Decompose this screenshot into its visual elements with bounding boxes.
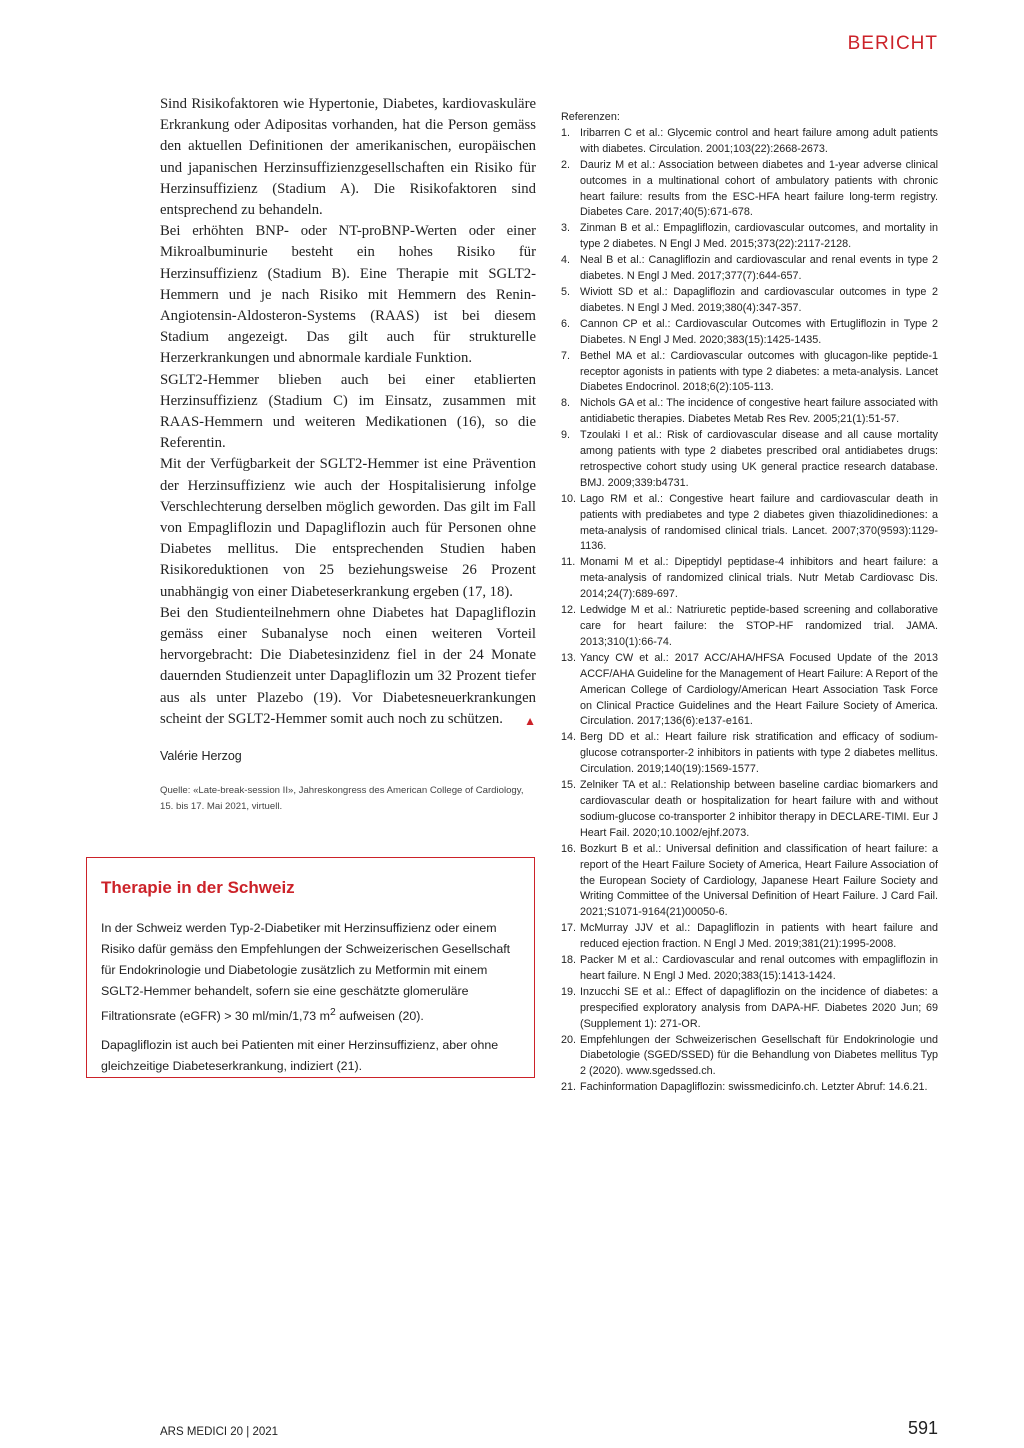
reference-text: Nichols GA et al.: The incidence of congestive heart failure associated with antidiabetic therapies. Diabetes Metab Res Rev. 2005;21(1):51-57. <box>580 397 938 426</box>
reference-number: 16. <box>561 842 577 855</box>
article-paragraph: Sind Risikofaktoren wie Hypertonie, Diabetes, kardiovaskuläre Erkrankung oder Adipositas vorhanden, hat die Person gemäss den aktuellen Definitionen der amerikanischen, europäischen und japanischen Herzinsuffizienzgesellschaften ein Risiko für Herzinsuffizienz (Stadium A). Die Risikofaktoren sind entsprechend zu behandeln. <box>160 96 536 219</box>
reference-item <box>561 221 938 253</box>
section-label: BERICHT <box>847 33 938 54</box>
reference-number: 2. <box>561 158 571 171</box>
reference-item <box>561 253 938 285</box>
reference-text: Dauriz M et al.: Association between diabetes and 1-year adverse clinical outcomes in a multinational cohort of ambulatory patients with chronic heart failure: results from the ESC-HFA heart failure long-term registry. Diabetes Care. 2017;40(5):671-678. <box>580 158 938 219</box>
reference-text: Packer M et al.: Cardiovascular and renal outcomes with empagliflozin in heart failure. N Engl J Med. 2020;383(15):1413-1424. <box>580 954 938 982</box>
reference-text: Tzoulaki I et al.: Risk of cardiovascular disease and all cause mortality among patients with type 2 diabetes prescribed oral antidiabetes drugs: retrospective cohort study using UK general practice research database. BMJ. 2009;339:b4731. <box>580 429 938 489</box>
source-note: Quelle: «Late-break-session II», Jahreskongress des American College of Cardiology, 15. bis 17. Mai 2021, virtuell. <box>160 785 524 812</box>
info-box-paragraph: Dapagliflozin ist auch bei Patienten mit einer Herzinsuffizienz, aber ohne gleichzeitige Diabeteserkrankung, indiziert (21). <box>101 1038 499 1074</box>
reference-text: Zinman B et al.: Empagliflozin, cardiovascular outcomes, and mortality in type 2 diabetes. N Engl J Med. 2015;373(22):2117-2128. <box>580 222 938 251</box>
reference-item <box>561 285 938 317</box>
reference-item <box>561 1033 938 1081</box>
reference-item <box>561 555 938 603</box>
reference-text: Bethel MA et al.: Cardiovascular outcomes with glucagon-like peptide-1 receptor agonists in patients with type 2 diabetes: a meta-analysis. Lancet Diabetes Endocrinol. 2018;6(2):105-113. <box>580 349 938 394</box>
references-heading: Referenzen: <box>561 111 620 123</box>
reference-text: Yancy CW et al.: 2017 ACC/AHA/HFSA Focused Update of the 2013 ACCF/AHA Guideline for the Management of Heart Failure: A Report of the American College of Cardiology/American Heart Association Task Force on Clinical Practice Guidelines and the Heart Failure Society of America. Circulation. 2017;136(6):e137-e161. <box>580 651 938 728</box>
reference-number: 5. <box>561 285 571 298</box>
reference-number: 15. <box>561 779 577 792</box>
reference-item <box>561 492 938 556</box>
reference-list <box>561 126 938 1096</box>
page-number: 591 <box>907 1418 938 1438</box>
reference-text: Cannon CP et al.: Cardiovascular Outcomes with Ertugliflozin in Type 2 Diabetes. N Engl J Med. 2020;383(15):1425-1435. <box>580 317 938 346</box>
reference-number: 7. <box>561 349 571 362</box>
reference-number: 12. <box>561 604 577 617</box>
reference-number: 13. <box>561 651 577 664</box>
superscript: 2 <box>329 1007 336 1018</box>
article-paragraph: Mit der Verfügbarkeit der SGLT2-Hemmer ist eine Prävention der Herzinsuffizienz wie auch der Hospitalisierung infolge Verschlechterung derselben möglich geworden. Das gilt im Fall von Empagliflozin und Dapagliflozin auch für Personen ohne Diabetes mellitus. Die entsprechenden Studien haben Risikoreduktionen von 25 beziehungsweise 26 Prozent unabhängig von einer Diabeteserkrankung ergeben (17, 18). <box>160 456 536 600</box>
references <box>561 110 938 1096</box>
reference-text: Iribarren C et al.: Glycemic control and heart failure among adult patients with diabetes. Circulation. 2001;103(22):2668-2673. <box>580 126 938 155</box>
reference-number: 8. <box>561 397 571 410</box>
reference-item <box>561 317 938 349</box>
reference-item <box>561 158 938 222</box>
reference-text: Empfehlungen der Schweizerischen Gesellschaft für Endokrinologie und Diabetologie (SGED/SSED) für die Behandlung von Diabetes mellitus Typ 2 (2020). www.sgedssed.ch. <box>580 1033 938 1078</box>
reference-text: McMurray JJV et al.: Dapagliflozin in patients with heart failure and reduced ejection fraction. N Engl J Med. 2019;381(21):1995-2008. <box>580 922 938 951</box>
reference-number: 20. <box>561 1033 577 1046</box>
reference-text: Berg DD et al.: Heart failure risk stratification and efficacy of sodium-glucose cotransporter-2 inhibitors in patients with type 2 diabetes mellitus. Circulation. 2019;140(19):1569-1577. <box>580 731 938 776</box>
reference-number: 6. <box>561 317 571 330</box>
reference-text: Zelniker TA et al.: Relationship between baseline cardiac biomarkers and cardiovascular death or hospitalization for heart failure with and without sodium-glucose co-transporter 2 inhibitor therapy in DECLARE-TIMI. Eur J Heart Fail. 2020;10.1002/ejhf.2073. <box>580 779 938 839</box>
reference-number: 4. <box>561 254 571 267</box>
reference-item <box>561 842 938 922</box>
reference-text: Neal B et al.: Canagliflozin and cardiovascular and renal events in type 2 diabetes. N Engl J Med. 2017;377(7):644-657. <box>580 254 938 283</box>
reference-text: Fachinformation Dapagliflozin: swissmedicinfo.ch. Letzter Abruf: 14.6.21. <box>580 1081 928 1094</box>
reference-item <box>561 778 938 842</box>
reference-item <box>561 985 938 1033</box>
article-body <box>160 94 536 732</box>
reference-item <box>561 428 938 492</box>
reference-item <box>561 349 938 397</box>
info-box-text: In der Schweiz werden Typ-2-Diabetiker mit Herzinsuffizienz oder einem Risiko dafür gemäss den Empfehlungen der Schweizerischen Gesellschaft für Endokrinologie und Diabetologie zusätzlich zu Metformin mit einem SGLT2-Hemmer behandelt, sofern sie eine geschätzte glomeruläre Filtrationsrate (eGFR) > 30 ml/min/1,73 m <box>101 921 511 1024</box>
reference-item <box>561 730 938 778</box>
reference-item <box>561 921 938 953</box>
footer-journal: ARS MEDICI 20 | 2021 <box>160 1426 279 1438</box>
reference-text: Ledwidge M et al.: Natriuretic peptide-based screening and collaborative care for heart failure: the STOP-HF randomized trial. JAMA. 2013;310(1):66-74. <box>580 604 938 648</box>
reference-number: 11. <box>561 556 576 569</box>
reference-text: Wiviott SD et al.: Dapagliflozin and cardiovascular outcomes in type 2 diabetes. N Engl J Med. 2019;380(4):347-357. <box>580 285 938 314</box>
reference-text: Bozkurt B et al.: Universal definition and classification of heart failure: a report of the Heart Failure Society of America, Heart Failure Association of the European Society of Cardiology, Japanese Heart Failure Society and Writing Committee of the Universal Definition of Heart Failure. J Card Fail. 2021;S1071-9164(21)00050-6. <box>580 842 938 919</box>
info-box-title: Therapie in der Schweiz <box>101 878 295 897</box>
reference-number: 9. <box>561 429 571 442</box>
reference-item <box>561 396 938 428</box>
info-box-text: aufweisen (20). <box>335 1009 424 1024</box>
article-paragraph: SGLT2-Hemmer blieben auch bei einer etablierten Herzinsuffizienz (Stadium C) im Einsatz, zusammen mit RAAS-Hemmern und weiteren Medikationen (16), so die Referentin. <box>160 371 536 452</box>
reference-text: Inzucchi SE et al.: Effect of dapagliflozin on the incidence of diabetes: a prespecified exploratory analysis from DAPA-HF. Diabetes 2020 Jun; 69 (Supplement 1): 271-OR. <box>580 985 938 1030</box>
reference-text: Lago RM et al.: Congestive heart failure and cardiovascular death in patients with prediabetes and type 2 diabetes given thiazolidinediones: a meta-analysis of randomised clinical trials. Lancet. 2007;370(9593):1129-1136. <box>580 492 938 553</box>
reference-number: 17. <box>561 922 577 935</box>
reference-item <box>561 603 938 651</box>
reference-item <box>561 1080 938 1096</box>
info-box <box>86 857 535 1078</box>
reference-item <box>561 953 938 985</box>
reference-number: 3. <box>561 222 571 235</box>
article-paragraph <box>160 603 536 730</box>
article-paragraph: Bei erhöhten BNP- oder NT-proBNP-Werten oder einer Mikroalbuminurie besteht ein hohes Risiko für Herzinsuffizienz (Stadium B). Eine Therapie mit SGLT2-Hemmern und je nach Risiko mit Hemmern des Renin-Angiotensin-Aldosteron-Systems (RAAS) ist bei diesem Stadium angezeigt. Das gilt auch für strukturelle Herzerkrankungen und abnormale kardiale Funktion. <box>160 223 536 367</box>
reference-number: 10. <box>561 492 577 505</box>
reference-number: 21. <box>561 1081 577 1094</box>
reference-number: 18. <box>561 954 577 967</box>
info-box-paragraph <box>101 918 518 1027</box>
reference-item <box>561 651 938 731</box>
reference-item <box>561 126 938 158</box>
reference-number: 1. <box>561 126 571 139</box>
reference-text: Monami M et al.: Dipeptidyl peptidase-4 inhibitors and heart failure: a meta-analysis of randomized clinical trials. Nutr Metab Cardiovasc Dis. 2014;24(7):689-697. <box>580 556 938 601</box>
reference-number: 19. <box>561 985 577 998</box>
article-paragraph-text: Bei den Studienteilnehmern ohne Diabetes hat Dapagliflozin gemäss einer Subanalyse noch einen weiteren Vorteil hervorgebracht: Die Diabetesinzidenz fiel in der 24 Monate dauernden Studienzeit unter Dapagliflozin um 32 Prozent tiefer aus als unter Plazebo (19). Vor Diabetesneuerkrankungen scheint der SGLT2-Hemmer somit auch noch zu schützen. <box>160 604 536 727</box>
reference-number: 14. <box>561 731 577 744</box>
author-name: Valérie Herzog <box>160 749 242 763</box>
end-triangle-icon: ▲ <box>524 713 536 728</box>
